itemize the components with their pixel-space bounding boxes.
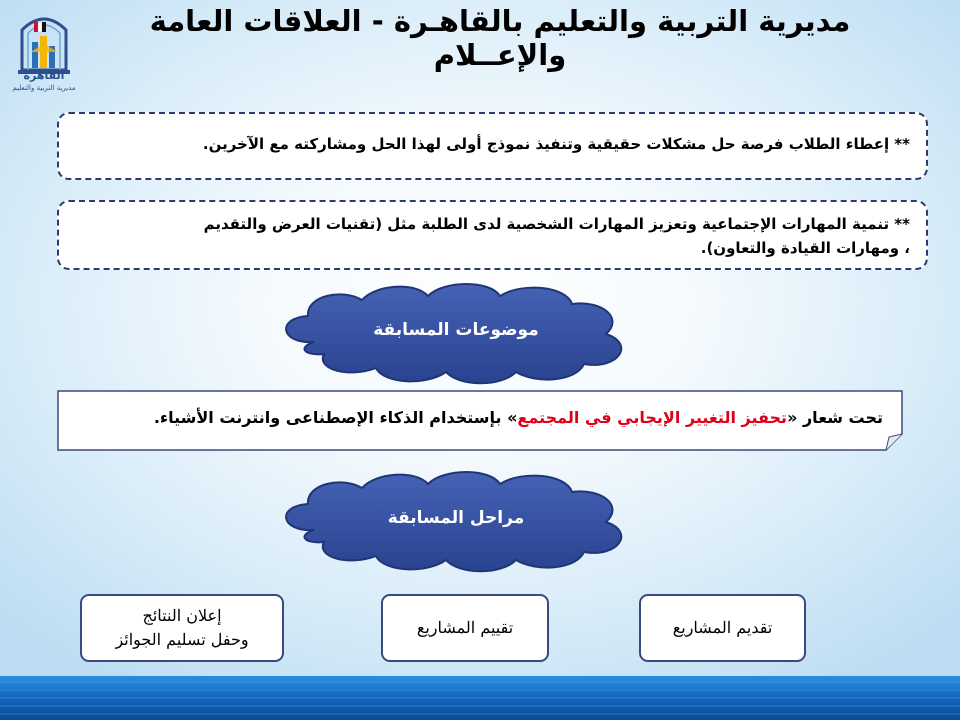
slogan-prefix: تحت شعار « (787, 408, 883, 427)
goal-text-1: ** إعطاء الطلاب فرصة حل مشكلات حقيقية وتنفيذ نموذج أولى لهذا الحل ومشاركته مع الآخرين. (202, 135, 910, 153)
logo-subtext: مديرية التربية والتعليم (12, 84, 76, 92)
stage-3-label-line-2: وحفل تسليم الجوائز (115, 630, 249, 649)
slogan-highlight: تحفيز التغيير الإيجابي في المجتمع (517, 408, 788, 427)
stages-cloud (266, 470, 646, 580)
stages-heading: مراحل المسابقة (387, 508, 525, 528)
logo-emblem-icon (8, 8, 80, 96)
bottom-band (0, 676, 960, 720)
goal-box-2 (57, 200, 928, 270)
goal-box-1 (57, 112, 928, 180)
slogan-box (57, 390, 903, 451)
stage-1-label: تقديم المشاريع (672, 618, 773, 637)
band-stripes (0, 676, 960, 720)
stage-submit-projects (639, 594, 806, 662)
topics-heading: موضوعات المسابقة (373, 320, 539, 340)
stage-2-label: تقييم المشاريع (416, 618, 514, 637)
slogan-text (154, 408, 883, 427)
goal-text-2-line-1: ** تنمية المهارات الإجتماعية وتعزيز المهارات الشخصية لدى الطلبة مثل (تقنيات العرض والتقديم (203, 215, 910, 233)
slogan-suffix: » بإستخدام الذكاء الإصطناعى وانترنت الأشياء. (153, 408, 518, 427)
stage-evaluate-projects (381, 594, 549, 662)
topics-cloud (266, 278, 646, 388)
goal-text-2-line-2: ، ومهارات القيادة والتعاون). (700, 239, 910, 257)
cairo-education-logo (8, 8, 80, 96)
page-title: مديرية التربية والتعليم بالقاهـرة - العلاقات العامة والإعــلام (149, 4, 851, 72)
logo-text: القاهرة (23, 69, 65, 82)
stage-3-label-line-1: إعلان النتائج (142, 606, 222, 625)
stage-announce-results (80, 594, 284, 662)
